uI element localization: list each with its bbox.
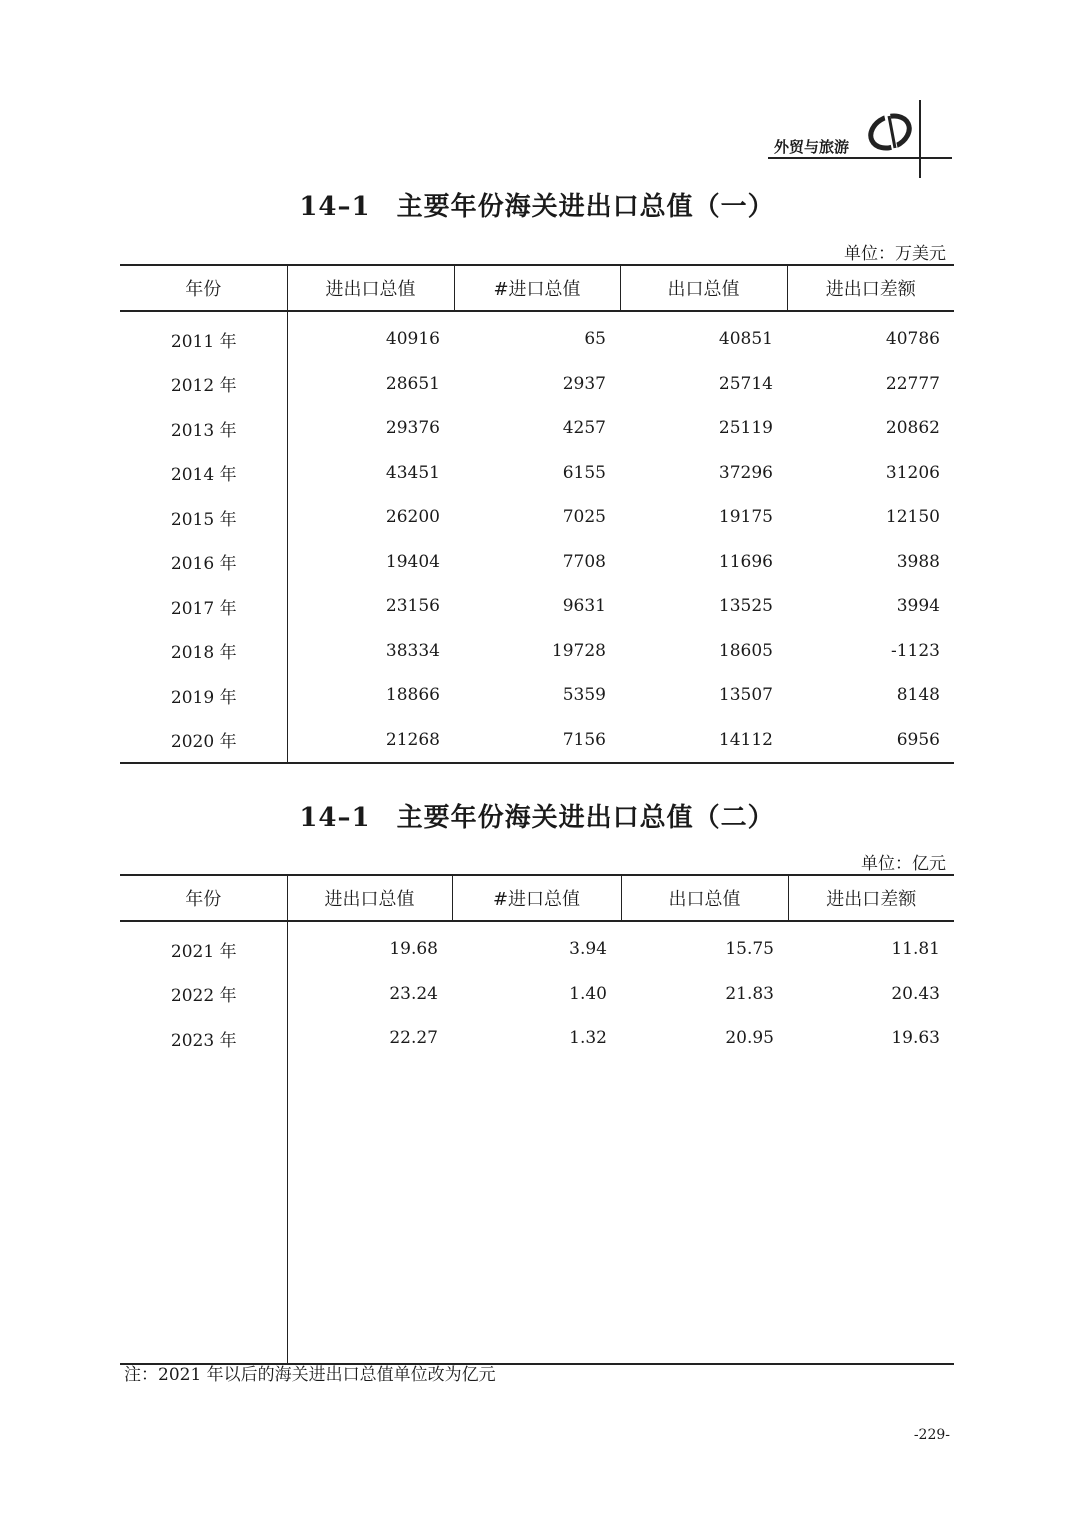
table-row	[120, 673, 954, 718]
table1-title-text: 主要年份海关进出口总值（一）	[396, 192, 775, 222]
column-header-export: 出口总值	[620, 265, 787, 311]
balance-cell: 3994	[896, 596, 940, 617]
table-row	[120, 540, 954, 585]
import-cell: 2937	[562, 373, 606, 394]
export-cell: 14112	[620, 718, 787, 764]
column-header-year: 年份	[120, 265, 287, 311]
balance-cell: 40786	[885, 329, 940, 350]
import-cell: 4257	[562, 418, 606, 439]
column-header-export: 出口总值	[621, 875, 788, 921]
balance-cell: 22777	[885, 373, 940, 394]
year-cell: 2014 年	[120, 451, 287, 496]
total-cell: 38334	[385, 640, 440, 661]
import-cell: 7156	[454, 718, 620, 764]
table2-title	[120, 797, 954, 834]
table-row	[120, 718, 954, 764]
import-cell: 1.40	[569, 983, 607, 1004]
year-cell: 2015 年	[120, 495, 287, 540]
total-cell: 23.24	[389, 983, 438, 1004]
import-cell: 3.94	[569, 939, 607, 960]
total-cell: 18866	[385, 685, 440, 706]
table-row	[120, 362, 954, 407]
export-cell: 40851	[718, 329, 773, 350]
import-cell: 19728	[551, 640, 606, 661]
balance-cell: 8148	[896, 685, 940, 706]
year-cell: 2018 年	[120, 629, 287, 674]
import-cell: 7708	[562, 551, 606, 572]
table-row	[120, 451, 954, 496]
table-row	[120, 972, 954, 1017]
import-cell: 6155	[562, 462, 606, 483]
year-cell: 2012 年	[120, 362, 287, 407]
balance-cell: 20862	[885, 418, 940, 439]
table-filler-row	[120, 1061, 954, 1364]
balance-cell: -1123	[890, 640, 940, 661]
table-row	[120, 921, 954, 972]
export-cell: 13507	[718, 685, 773, 706]
balance-cell: 6956	[787, 718, 954, 764]
total-cell: 43451	[385, 462, 440, 483]
filler-cell	[120, 1061, 287, 1364]
total-cell: 23156	[385, 596, 440, 617]
table-row	[120, 584, 954, 629]
export-cell: 11696	[718, 551, 773, 572]
balance-cell: 19.63	[891, 1028, 940, 1049]
balance-cell: 11.81	[891, 939, 940, 960]
table-row	[120, 495, 954, 540]
year-cell: 2021 年	[120, 921, 287, 972]
year-cell: 2017 年	[120, 584, 287, 629]
year-cell: 2013 年	[120, 406, 287, 451]
export-cell: 13525	[718, 596, 773, 617]
column-header-balance: 进出口差额	[787, 265, 954, 311]
import-cell: 7025	[562, 507, 606, 528]
header-rule-horizontal	[768, 157, 952, 159]
table2-title-text: 主要年份海关进出口总值（二）	[396, 803, 775, 833]
import-cell: 65	[584, 329, 606, 350]
total-cell: 40916	[385, 329, 440, 350]
export-cell: 19175	[718, 507, 773, 528]
header-section-label: 外贸与旅游	[774, 138, 850, 156]
import-cell: 5359	[562, 685, 606, 706]
year-cell: 2019 年	[120, 673, 287, 718]
table-row	[120, 311, 954, 362]
table-row	[120, 406, 954, 451]
table2	[120, 874, 954, 1365]
header-rule-vertical	[919, 100, 921, 178]
year-cell: 2023 年	[120, 1016, 287, 1061]
year-cell: 2020 年	[120, 718, 287, 764]
table-note: 注：2021 年以后的海关进出口总值单位改为亿元	[124, 1365, 496, 1385]
balance-cell: 20.43	[891, 983, 940, 1004]
import-cell: 9631	[562, 596, 606, 617]
column-header-import: #进口总值	[454, 265, 620, 311]
export-cell: 25714	[718, 373, 773, 394]
export-cell: 15.75	[725, 939, 774, 960]
export-cell: 21.83	[725, 983, 774, 1004]
publisher-logo-icon	[865, 110, 915, 154]
table1-unit: 单位：万美元	[844, 244, 946, 264]
table-row	[120, 629, 954, 674]
export-cell: 18605	[718, 640, 773, 661]
total-cell: 26200	[385, 507, 440, 528]
table1-title	[120, 186, 954, 223]
total-cell: 21268	[287, 718, 454, 764]
table1-title-number: 14–1	[299, 192, 371, 222]
table1-header-row	[120, 265, 954, 311]
page-number: -229-	[913, 1427, 950, 1443]
balance-cell: 31206	[885, 462, 940, 483]
year-cell: 2011 年	[120, 311, 287, 362]
export-cell: 25119	[718, 418, 773, 439]
table2-header-row	[120, 875, 954, 921]
column-header-year: 年份	[120, 875, 287, 921]
import-cell: 1.32	[569, 1028, 607, 1049]
total-cell: 28651	[385, 373, 440, 394]
export-cell: 20.95	[725, 1028, 774, 1049]
table2-unit: 单位：亿元	[861, 854, 946, 874]
export-cell: 37296	[718, 462, 773, 483]
total-cell: 29376	[385, 418, 440, 439]
table1	[120, 264, 954, 764]
year-cell: 2016 年	[120, 540, 287, 585]
total-cell: 22.27	[389, 1028, 438, 1049]
balance-cell: 3988	[896, 551, 940, 572]
table-row	[120, 1016, 954, 1061]
column-header-total: 进出口总值	[287, 265, 454, 311]
column-header-total: 进出口总值	[287, 875, 452, 921]
column-header-import: #进口总值	[452, 875, 621, 921]
column-header-balance: 进出口差额	[788, 875, 954, 921]
total-cell: 19.68	[389, 939, 438, 960]
balance-cell: 12150	[885, 507, 940, 528]
table2-title-number: 14–1	[299, 803, 371, 833]
total-cell: 19404	[385, 551, 440, 572]
year-cell: 2022 年	[120, 972, 287, 1017]
